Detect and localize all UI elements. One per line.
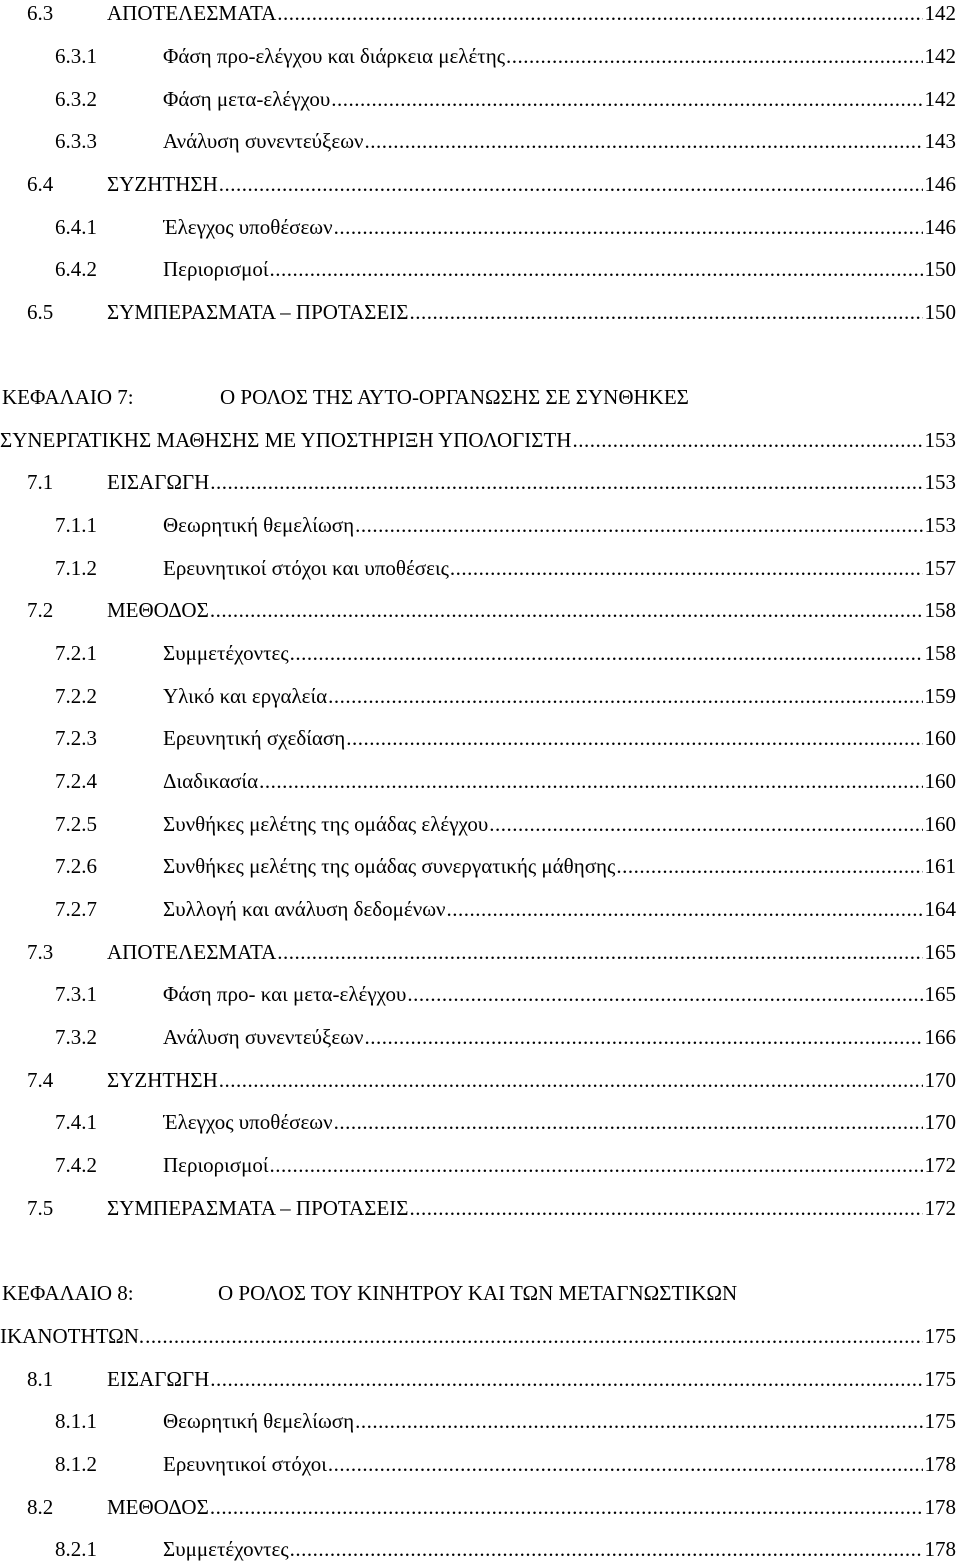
toc-entry-number: 7.2.3 <box>55 726 97 750</box>
toc-entry[interactable] <box>0 41 960 71</box>
toc-entry-title: ΣΥΝΕΡΓΑΤΙΚΗΣ ΜΑΘΗΣΗΣ ΜΕ ΥΠΟΣΤΗΡΙΞΗ ΥΠΟΛΟΓΙΣΤΗ <box>0 428 572 452</box>
toc-entry-title: Φάση προ- και μετα-ελέγχου <box>163 982 407 1006</box>
toc-entry-title: ΜΕΘΟΔΟΣ <box>107 598 209 622</box>
toc-entry[interactable] <box>0 595 960 625</box>
toc-entry-number: 6.4.2 <box>55 257 97 281</box>
toc-entry-title: Συνθήκες μελέτης της ομάδας συνεργατικής μάθησης <box>163 854 616 878</box>
dot-leader <box>219 169 923 199</box>
toc-entry[interactable] <box>0 1150 960 1180</box>
dot-leader <box>277 0 922 28</box>
dot-leader <box>365 126 923 156</box>
dot-leader <box>145 1321 922 1351</box>
toc-entry-title: Υλικό και εργαλεία <box>163 684 328 708</box>
toc-entry-title: ΜΕΘΟΔΟΣ <box>107 1495 209 1519</box>
toc-entry-number: 8.1 <box>27 1367 54 1391</box>
toc-entry-title: Περιορισμοί <box>163 257 269 281</box>
toc-entry-number: 7.2.2 <box>55 684 97 708</box>
dot-leader <box>447 894 923 924</box>
toc-entry-title: ΣΥΖΗΤΗΣΗ <box>107 172 218 196</box>
toc-entry[interactable] <box>0 851 960 881</box>
toc-entry-number: 6.3 <box>27 1 54 25</box>
toc-entry[interactable] <box>0 467 960 497</box>
toc-entry-number: 7.4 <box>27 1068 54 1092</box>
toc-entry-title: ΑΠΟΤΕΛΕΣΜΑΤΑ <box>107 940 277 964</box>
toc-entry-title: Ερευνητικοί στόχοι <box>163 1452 327 1476</box>
toc-entry-title: Διαδικασία <box>163 769 259 793</box>
toc-entry-page: 166 <box>924 1025 956 1049</box>
dot-leader <box>210 1492 923 1522</box>
toc-entry-page: 172 <box>924 1153 956 1177</box>
dot-leader <box>219 1065 923 1095</box>
toc-entry[interactable] <box>0 937 960 967</box>
toc-entry-number: 6.3.3 <box>55 129 97 153</box>
toc-entry-page: 158 <box>924 641 956 665</box>
toc-entry-number: 7.5 <box>27 1196 54 1220</box>
toc-entry-number: 6.3.2 <box>55 87 97 111</box>
toc-entry-title: Ερευνητική σχεδίαση <box>163 726 346 750</box>
toc-entry-title: Θεωρητική θεμελίωση <box>163 513 355 537</box>
toc-entry-page: 172 <box>924 1196 956 1220</box>
toc-entry-number: 6.3.1 <box>55 44 97 68</box>
toc-entry-title: Συμμετέχοντες <box>163 641 289 665</box>
toc-entry-page: 143 <box>924 129 956 153</box>
toc-entry-title: Ανάλυση συνεντεύξεων <box>163 129 364 153</box>
toc-entry[interactable] <box>0 1065 960 1095</box>
dot-leader <box>410 297 923 327</box>
toc-entry[interactable] <box>0 1022 960 1052</box>
dot-leader <box>328 1449 923 1479</box>
toc-entry-number: 7.1.1 <box>55 513 97 537</box>
toc-entry[interactable] <box>0 723 960 753</box>
dot-leader <box>616 851 922 881</box>
dot-leader <box>259 766 922 796</box>
dot-leader <box>290 638 923 668</box>
toc-entry-title: Φάση προ-ελέγχου και διάρκεια μελέτης <box>163 44 506 68</box>
toc-entry-number: 7.4.2 <box>55 1153 97 1177</box>
toc-entry-number: 7.2.4 <box>55 769 97 793</box>
toc-entry[interactable] <box>0 84 960 114</box>
toc-entry-number: 6.4 <box>27 172 54 196</box>
dot-leader <box>365 1022 923 1052</box>
chapter-title: Ο ΡΟΛΟΣ ΤΗΣ ΑΥΤΟ-ΟΡΓΑΝΩΣΗΣ ΣΕ ΣΥΝΘΗΚΕΣ <box>220 385 689 409</box>
dot-leader <box>334 212 923 242</box>
toc-entry[interactable] <box>0 297 960 327</box>
toc-entry[interactable] <box>0 638 960 668</box>
toc-entry-title: ΑΠΟΤΕΛΕΣΜΑΤΑ <box>107 1 277 25</box>
toc-entry-page: 160 <box>924 769 956 793</box>
toc-entry[interactable] <box>0 894 960 924</box>
toc-entry-page: 170 <box>924 1110 956 1134</box>
toc-entry-title: ΣΥΜΠΕΡΑΣΜΑΤΑ – ΠΡΟΤΑΣΕΙΣ <box>107 1196 409 1220</box>
toc-entry[interactable] <box>0 1406 960 1436</box>
toc-entry-number: 7.2.5 <box>55 812 97 836</box>
dot-leader <box>346 723 922 753</box>
toc-entry[interactable] <box>0 979 960 1009</box>
toc-entry-page: 160 <box>924 726 956 750</box>
toc-entry-number: 7.2.1 <box>55 641 97 665</box>
toc-entry-number: 7.1 <box>27 470 54 494</box>
toc-entry-title: Συλλογή και ανάλυση δεδομένων <box>163 897 446 921</box>
toc-entry-number: 7.3.2 <box>55 1025 97 1049</box>
dot-leader <box>407 979 922 1009</box>
dot-leader <box>506 41 922 71</box>
toc-entry-page: 165 <box>924 940 956 964</box>
dot-leader <box>328 681 922 711</box>
toc-entry-page: 150 <box>924 300 956 324</box>
toc-entry-title: ΕΙΣΑΓΩΓΗ <box>107 470 210 494</box>
toc-entry[interactable] <box>0 681 960 711</box>
chapter-heading[interactable] <box>0 382 960 412</box>
toc-entry-title: ΙΚΑΝΟΤΗΤΩΝ. <box>0 1324 145 1348</box>
toc-entry-page: 175 <box>924 1409 956 1433</box>
toc-entry-page: 142 <box>924 44 956 68</box>
toc-entry[interactable] <box>0 0 960 28</box>
dot-leader <box>334 1107 923 1137</box>
toc-entry[interactable] <box>0 1492 960 1522</box>
toc-entry-title: Ανάλυση συνεντεύξεων <box>163 1025 364 1049</box>
toc-entry-title: ΣΥΜΠΕΡΑΣΜΑΤΑ – ΠΡΟΤΑΣΕΙΣ <box>107 300 409 324</box>
toc-entry-title: Περιορισμοί <box>163 1153 269 1177</box>
toc-entry-page: 161 <box>924 854 956 878</box>
toc-entry-title: Φάση μετα-ελέγχου <box>163 87 331 111</box>
dot-leader <box>269 1150 922 1180</box>
dot-leader <box>210 1364 922 1394</box>
toc-entry-number: 7.1.2 <box>55 556 97 580</box>
dot-leader <box>572 425 922 455</box>
toc-entry-number: 7.2.7 <box>55 897 97 921</box>
toc-entry-number: 8.1.1 <box>55 1409 97 1433</box>
toc-entry-title: Έλεγχος υποθέσεων <box>163 1110 333 1134</box>
toc-entry-page: 175 <box>924 1324 956 1348</box>
dot-leader <box>210 467 922 497</box>
toc-entry-page: 157 <box>924 556 956 580</box>
dot-leader <box>269 254 922 284</box>
toc-entry[interactable] <box>0 169 960 199</box>
toc-entry-page: 150 <box>924 257 956 281</box>
toc-entry-page: 178 <box>924 1495 956 1519</box>
toc-entry-number: 7.3.1 <box>55 982 97 1006</box>
toc-entry-number: 7.2.6 <box>55 854 97 878</box>
toc-entry[interactable] <box>0 212 960 242</box>
toc-entry-page: 158 <box>924 598 956 622</box>
toc-entry-page: 175 <box>924 1367 956 1391</box>
toc-entry[interactable] <box>0 1449 960 1479</box>
toc-entry-page: 146 <box>924 172 956 196</box>
chapter-label: ΚΕΦΑΛΑΙΟ 7: <box>2 385 134 409</box>
toc-entry[interactable] <box>0 766 960 796</box>
toc-entry[interactable] <box>0 553 960 583</box>
toc-entry[interactable] <box>0 1364 960 1394</box>
toc-entry-title: ΣΥΖΗΤΗΣΗ <box>107 1068 218 1092</box>
toc-entry[interactable] <box>0 126 960 156</box>
dot-leader <box>210 595 923 625</box>
toc-entry-page: 178 <box>924 1452 956 1476</box>
toc-entry-number: 7.2 <box>27 598 54 622</box>
toc-entry-number: 6.5 <box>27 300 54 324</box>
toc-entry[interactable] <box>0 254 960 284</box>
toc-entry-title: Θεωρητική θεμελίωση <box>163 1409 355 1433</box>
toc-entry-page: 142 <box>924 87 956 111</box>
toc-entry-page: 153 <box>924 513 956 537</box>
toc-entry-title: Συμμετέχοντες <box>163 1537 289 1561</box>
chapter-heading[interactable] <box>0 1278 960 1308</box>
toc-entry-number: 7.4.1 <box>55 1110 97 1134</box>
toc-entry[interactable] <box>0 1193 960 1223</box>
dot-leader <box>450 553 923 583</box>
toc-entry[interactable] <box>0 1534 960 1564</box>
toc-entry-number: 6.4.1 <box>55 215 97 239</box>
toc-entry-page: 146 <box>924 215 956 239</box>
toc-entry-title: ΕΙΣΑΓΩΓΗ <box>107 1367 210 1391</box>
toc-entry-page: 153 <box>924 470 956 494</box>
dot-leader <box>355 1406 922 1436</box>
toc-entry-title: Συνθήκες μελέτης της ομάδας ελέγχου <box>163 812 489 836</box>
toc-entry-page: 178 <box>924 1537 956 1561</box>
chapter-title: Ο ΡΟΛΟΣ ΤΟΥ ΚΙΝΗΤΡΟΥ ΚΑΙ ΤΩΝ ΜΕΤΑΓΝΩΣΤΙΚΩΝ <box>218 1281 738 1305</box>
toc-entry-page: 159 <box>924 684 956 708</box>
toc-entry[interactable] <box>0 425 960 455</box>
toc-entry-number: 7.3 <box>27 940 54 964</box>
toc-entry-page: 153 <box>924 428 956 452</box>
dot-leader <box>290 1534 923 1564</box>
toc-entry-title: Ερευνητικοί στόχοι και υποθέσεις <box>163 556 449 580</box>
toc-entry-page: 164 <box>924 897 956 921</box>
toc-entry-page: 170 <box>924 1068 956 1092</box>
toc-entry[interactable] <box>0 809 960 839</box>
toc-entry[interactable] <box>0 510 960 540</box>
chapter-label: ΚΕΦΑΛΑΙΟ 8: <box>2 1281 134 1305</box>
dot-leader <box>489 809 922 839</box>
toc-entry-page: 160 <box>924 812 956 836</box>
dot-leader <box>277 937 922 967</box>
toc-entry-page: 142 <box>924 1 956 25</box>
dot-leader <box>355 510 922 540</box>
toc-entry-title: Έλεγχος υποθέσεων <box>163 215 333 239</box>
toc-entry[interactable] <box>0 1107 960 1137</box>
dot-leader <box>410 1193 923 1223</box>
toc-entry-number: 8.2 <box>27 1495 54 1519</box>
dot-leader <box>331 84 922 114</box>
toc-entry-number: 8.1.2 <box>55 1452 97 1476</box>
toc-entry-number: 8.2.1 <box>55 1537 97 1561</box>
toc-entry-page: 165 <box>924 982 956 1006</box>
toc-entry[interactable] <box>0 1321 960 1351</box>
